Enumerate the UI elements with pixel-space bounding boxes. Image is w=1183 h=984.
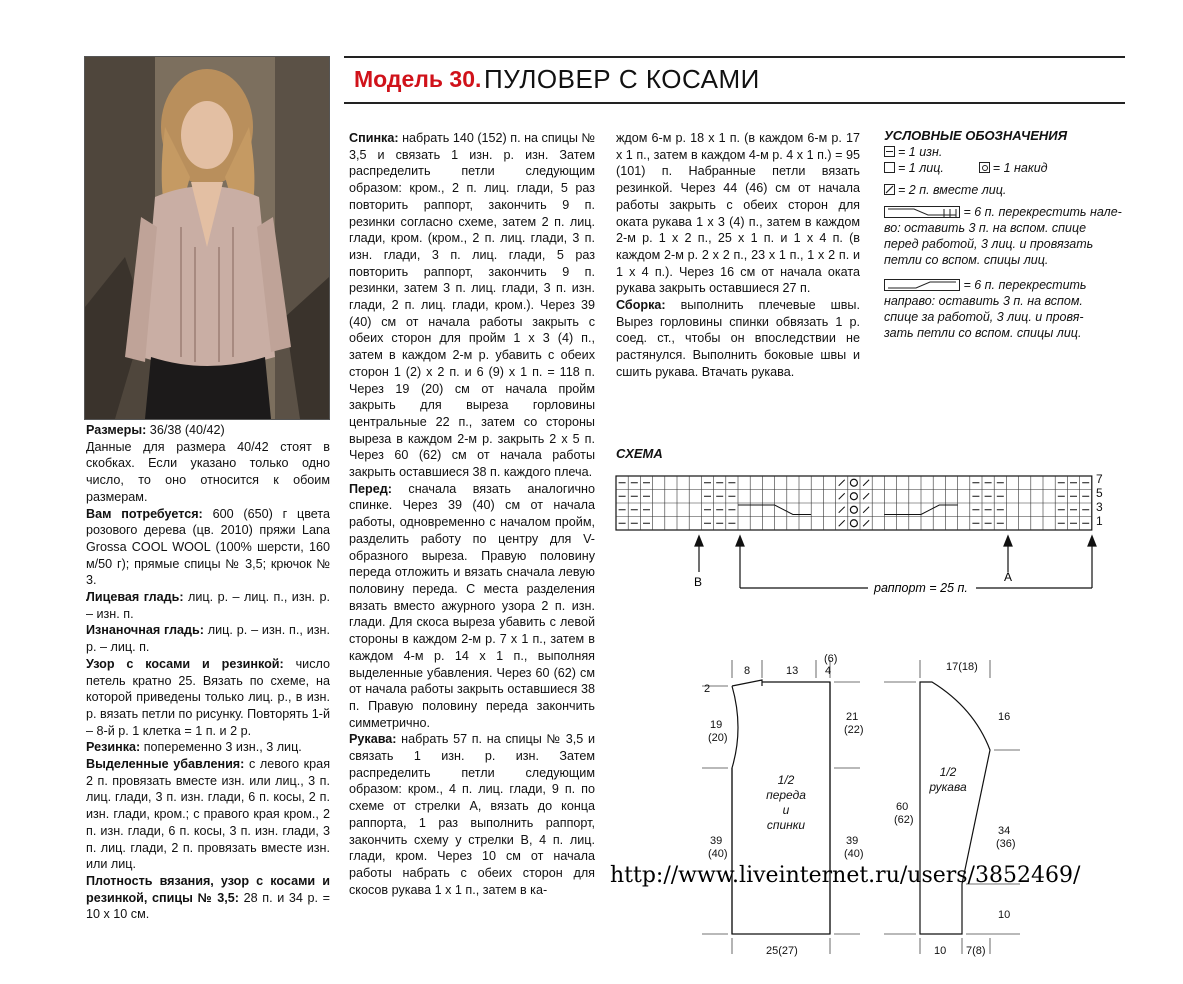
sleeve-pattern-diagram <box>880 648 1030 960</box>
dim-right-21: 21 <box>846 711 859 723</box>
sizes-value: 36/38 (40/42) <box>146 423 225 437</box>
yarnover-mark <box>850 479 857 486</box>
front-text: сначала вязать аналогично спинке. Через 39 (40) см от начала работы, одновременно с началом пройм, разделить работу по центру для V-образного выреза. Правую половину переда отложить и вязать сначала левую половину переда. С места разделения вязать вместо ажурного узора 2 п. изн. глади. Для скоса выреза убавить с левой стороны в каждом 2-м р. 7 х 1 п., затем в каждом 4-м р. 14 х 1 п., выполняя выделенные убавления. Через 60 (62) см от начала работы закрыть оставшиеся 38 п. Правую половину переда закончить симметрично. <box>349 481 595 730</box>
yarnover-mark <box>850 506 857 513</box>
sleeve-dim-62: (62) <box>894 814 914 826</box>
legend <box>884 128 1144 341</box>
sleeves-text: набрать 57 п. на спицы № 3,5 и связать 1 изн. р. изн. Затем распределить петли следующим образом: кром., 4 п. лиц. глади, 9 п. по схеме от стрелки А, вязать до конца раппорта, 1 раз выполнить раппорт, закончить схему у стрелки В, 4 п. лиц. глади, кром. Через 10 см от начала работы набрать с обеих сторон для скосов рукава 1 х 1 п., затем в ка- <box>349 732 595 897</box>
sizes-text: Данные для размера 40/42 стоят в скобках. Если указано только одно число, то оно относится к обоим размерам. <box>86 439 330 504</box>
sleeve-dim-bottom-10: 10 <box>934 945 947 957</box>
gauge-text: 28 п. и 34 р. = 10 х 10 см. <box>86 890 330 922</box>
knit-symbol-icon <box>884 162 895 173</box>
dim-top-13: 13 <box>786 665 799 677</box>
arrow-rapport-end-head-icon <box>1088 536 1096 546</box>
legend-heading: УСЛОВНЫЕ ОБОЗНАЧЕНИЯ <box>884 128 1068 143</box>
gauge-label: Плотность вязания, узор с косами и резинкой, спицы № 3,5: <box>86 873 330 905</box>
legend-purl-text: = 1 изн. <box>898 145 943 160</box>
stockinette-label: Лицевая гладь: <box>86 590 184 605</box>
k2tog-mark <box>839 520 845 526</box>
arrow-b-head-icon <box>695 536 703 546</box>
sleeve-dim-34: 34 <box>998 825 1011 837</box>
sleeve-label-line1: 1/2 <box>939 765 957 779</box>
cable-right-symbol-icon <box>884 279 960 291</box>
k2tog-mark <box>863 520 869 526</box>
dim-2: 2 <box>704 683 711 695</box>
dim-top-4: 4 <box>825 665 832 677</box>
legend-cable-right <box>884 277 1144 342</box>
stockinette-text: лиц. р. – лиц. п., изн. р. – изн. п. <box>86 590 330 621</box>
cable-pattern-label: Узор с косами и резинкой: <box>86 656 284 671</box>
chart-grid <box>616 476 1092 530</box>
cable-left-symbol-icon <box>884 206 960 218</box>
watermark-url: http://www.liveinternet.ru/users/3852469/ <box>610 863 1081 888</box>
sleeve-dim-60: 60 <box>896 801 909 813</box>
reverse-stockinette-text: лиц. р. – изн. п., изн. р. – лиц. п. <box>86 623 330 655</box>
arrow-a-head-icon <box>1004 536 1012 546</box>
sleeve-outline <box>920 682 990 934</box>
legend-cable-right-line4: зать петли со вспом. спицы лиц. <box>884 326 1082 341</box>
rapport-label: раппорт = 25 п. <box>874 581 968 595</box>
arrow-b-label: В <box>694 575 703 589</box>
legend-purl <box>884 144 1144 160</box>
k2tog-symbol-icon <box>884 184 895 195</box>
k2tog-mark <box>839 493 845 499</box>
legend-k2tog <box>884 182 1144 198</box>
assembly-label: Сборка: <box>616 298 666 313</box>
k2tog-mark <box>863 507 869 513</box>
legend-cable-right-line3: спице за работой, 3 лиц. и провя- <box>884 310 1084 325</box>
assembly-text: выполнить плечевые швы. Вырез горловины спинки обвязать 1 р. соед. ст., чтобы он впоследствии не растянулся. Выполнить боковые швы и сшить рукава. Втачать рукава. <box>616 298 860 379</box>
decreases-text: с левого края 2 п. провязать вместе изн. или лиц., 3 п. лиц. глади, 3 п. изн. глади, 6 п. косы, 2 п. изн. глади, кром.; с правого края кром., 2 п. изн. глади, 6 п. косы, 3 п. изн. глади, 3 п. лиц. глади, 2 п. провязать вместе изн. или лиц. <box>86 757 331 872</box>
sleeves-label: Рукава: <box>349 732 397 747</box>
column-sizes-materials <box>86 422 330 923</box>
sleeve-dim-36: (36) <box>996 838 1016 850</box>
rib-label: Резинка: <box>86 740 141 755</box>
dim-right-22: (22) <box>844 724 864 736</box>
row-number-7: 7 <box>1096 472 1103 486</box>
rib-text: попеременно 3 изн., 3 лиц. <box>140 740 302 755</box>
column-sleeves-assembly <box>616 130 860 381</box>
schema-title: СХЕМА <box>616 446 663 461</box>
front-label: Перед: <box>349 481 392 496</box>
arrow-a-label: А <box>1004 570 1013 584</box>
body-pattern-diagram <box>700 648 880 960</box>
page-title: ПУЛОВЕР С КОСАМИ <box>484 64 760 94</box>
legend-knit-text: = 1 лиц. <box>898 161 944 176</box>
column-back-front <box>349 130 595 898</box>
body-label-line4: спинки <box>766 818 806 832</box>
model-photo-illustration <box>85 57 329 419</box>
legend-yarnover-text: = 1 накид <box>992 161 1048 176</box>
dim-top-6: (6) <box>824 653 838 665</box>
body-outline <box>732 680 830 934</box>
materials-text: 600 (650) г цвета розового дерева (цв. 2010) пряжи Lana Grossa COOL WOOL (100% шерсти, 160 м/50 г); прямые спицы № 3,5; крючок № 3. <box>86 506 331 588</box>
arrow-rapport-start-head-icon <box>736 536 744 546</box>
legend-k2tog-text: = 2 п. вместе лиц. <box>898 182 1007 197</box>
model-number: Модель 30. <box>354 66 482 92</box>
dim-left-20: (20) <box>708 732 728 744</box>
legend-cable-left <box>884 204 1144 269</box>
sizes-label: Размеры: <box>86 423 147 437</box>
sleeve-dim-bottom-7: 7(8) <box>966 945 986 957</box>
chart-row-numbers <box>1096 472 1103 528</box>
legend-cable-left-line1: = 6 п. перекрестить нале- <box>963 204 1122 219</box>
materials-label: Вам потребуется: <box>86 506 203 521</box>
decreases-label: Выделенные убавления: <box>86 757 245 772</box>
back-text: набрать 140 (152) п. на спицы № 3,5 и связать 1 изн. р. изн. Затем распределить петли следующим образом: кром., 2 п. лиц. глади, 5 раз повторить раппорт, закончить 9 п. резинки согласно схеме, затем 2 п. лиц. глади, кром. (кром., 2 п. лиц. глади, 3 п. изн. глади, 3 п. лиц. глади, 5 раз повторить раппорт, закончить 9 п. резинки, затем 3 п. лиц. глади, 3 п. изн. глади, 2 п. лиц. глади, кром.). Через 39 (40) см от начала работы закрыть с обеих сторон для пройм 1 х 3 (4) п., затем в каждом 2-м р. убавить с обеих сторон 1 (2) х 2 п. и 6 (9) х 1 п. = 118 п. Через 19 (20) см от начала пройм закрыть для выреза горловины центральные 22 п., затем со стороны выреза в каждом 2-м р. закрыть 2 х 5 п. Через 60 (62) см от начала работы закрыть оставшиеся 38 п. каждого плеча. <box>349 131 595 480</box>
legend-cable-left-line4: петли со вспом. спицы лиц. <box>884 253 1049 268</box>
model-photo <box>84 56 330 420</box>
k2tog-mark <box>863 493 869 499</box>
k2tog-mark <box>863 480 869 486</box>
purl-symbol-icon <box>884 146 895 157</box>
body-label-line1: 1/2 <box>777 773 795 787</box>
dim-left-39: 39 <box>710 835 723 847</box>
legend-cable-left-line2: во: оставить 3 п. на вспом. спице <box>884 221 1087 236</box>
back-label: Спинка: <box>349 131 399 145</box>
sleeve-dim-top: 17(18) <box>946 661 978 673</box>
yarnover-symbol-icon <box>979 162 990 173</box>
body-label-line2: переда <box>766 788 806 802</box>
dim-left-40: (40) <box>708 848 728 860</box>
yarnover-mark <box>850 520 857 527</box>
row-number-3: 3 <box>1096 500 1103 514</box>
knitting-chart <box>606 466 1126 600</box>
legend-cable-left-line3: перед работой, 3 лиц. и провязать <box>884 237 1094 252</box>
dim-bottom-width: 25(27) <box>766 945 798 957</box>
sleeve-dim-16: 16 <box>998 711 1011 723</box>
dim-right-39: 39 <box>846 835 859 847</box>
sleeve-label-line2: рукава <box>929 780 967 794</box>
dim-right-40: (40) <box>844 848 864 860</box>
row-number-5: 5 <box>1096 486 1103 500</box>
legend-cable-right-line2: направо: оставить 3 п. на вспом. <box>884 293 1083 308</box>
reverse-stockinette-label: Изнаночная гладь: <box>86 623 204 638</box>
row-number-1: 1 <box>1096 514 1103 528</box>
k2tog-mark <box>839 480 845 486</box>
dim-left-19: 19 <box>710 719 723 731</box>
legend-knit-yo <box>884 160 1144 176</box>
sleeves-continued-text: ждом 6-м р. 18 х 1 п. (в каждом 6-м р. 17 х 1 п., затем в каждом 4-м р. 4 х 1 п.) = 95 (101) п. Набранные петли вязать резинкой. Через 44 (46) см от начала работы закрыть с обеих сторон для оката рукава 1 х 3 (4) п., затем в каждом 2-м р. 1 х 2 п., 25 х 1 п. и 1 х 4 п. (в каждом 2-м р. 2 х 2 п., 23 х 1 п., 1 х 2 п. и 1 х 4 п.). Через 16 см от начала оката рукава закрыть оставшиеся 27 п. <box>616 131 860 296</box>
dim-top-8: 8 <box>744 665 751 677</box>
yarnover-mark <box>850 493 857 500</box>
cable-pattern-text: число петель кратно 25. Вязать по схеме, на которой приведены только лиц. р., в изн. р. вязать петли по рисунку. Повторять 1-й – 8-й р. 1 клетка = 1 п. и 2 р. <box>86 656 330 738</box>
legend-cable-right-line1: = 6 п. перекрестить <box>963 277 1087 292</box>
k2tog-mark <box>839 507 845 513</box>
body-label-line3: и <box>782 803 790 817</box>
sleeve-dim-10: 10 <box>998 909 1011 921</box>
